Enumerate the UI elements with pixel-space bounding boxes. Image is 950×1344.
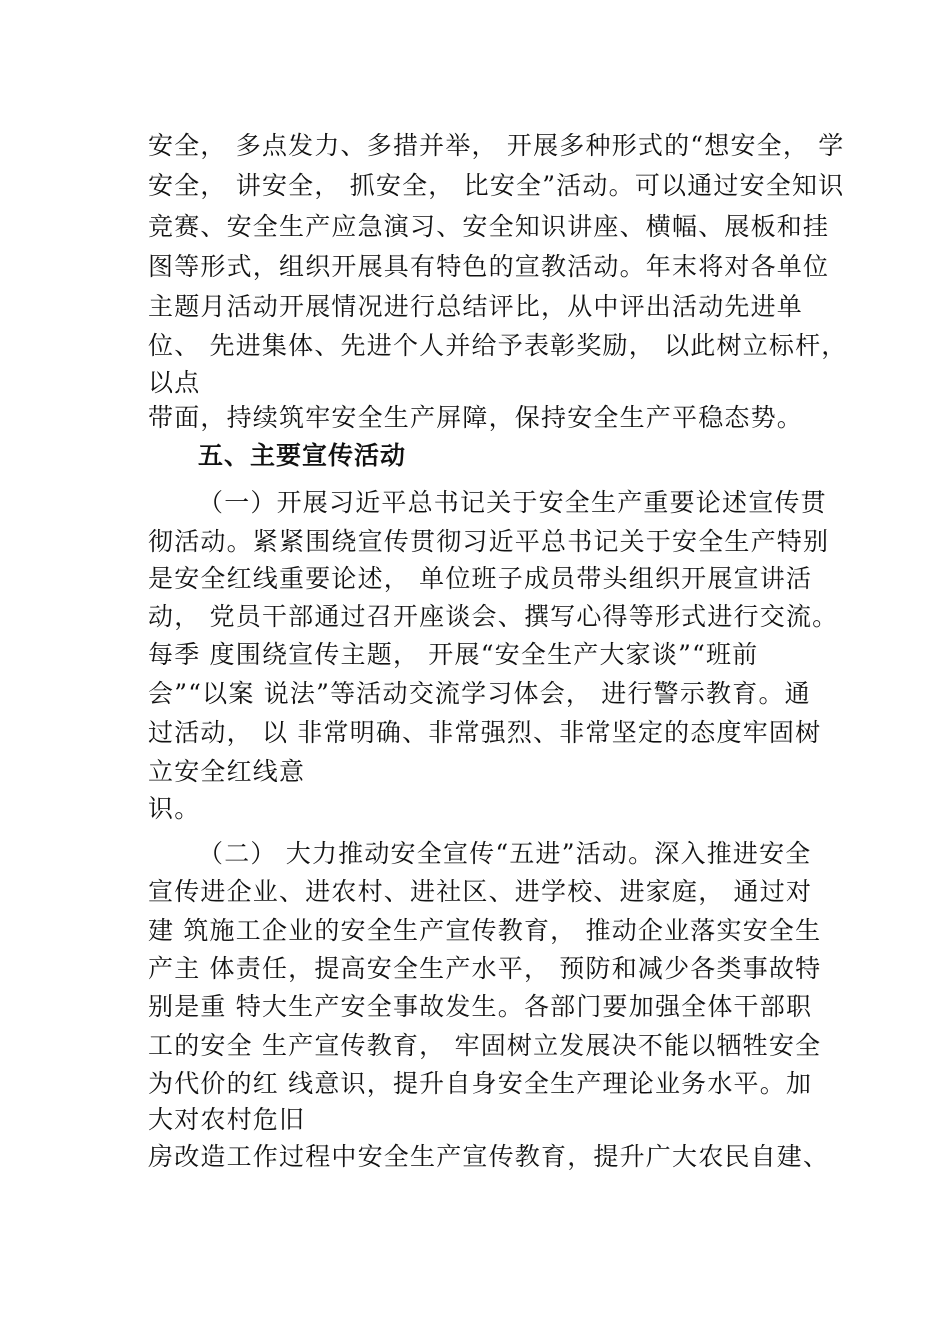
paragraph-line: 工的安全 生产宣传教育， 牢固树立发展决不能以牺牲安全 [148, 1031, 822, 1060]
paragraph-line: 图等形式，组织开展具有特色的宣教活动。年末将对各单位 [148, 252, 830, 281]
paragraph-line: 带面，持续筑牢安全生产屏障，保持安全生产平稳态势。 [148, 403, 804, 432]
paragraph-line: 安全， 讲安全， 抓安全， 比安全”活动。可以通过安全知识 [148, 171, 845, 200]
paragraph-line: 主题月活动开展情况进行总结评比，从中评出活动先进单 [148, 292, 804, 321]
paragraph-line: 安全， 多点发力、多措并举， 开展多种形式的“想安全， 学 [148, 131, 845, 160]
paragraph-line: 宣传进企业、进农村、进社区、进学校、进家庭， 通过对 [148, 877, 813, 906]
section-heading: 五、主要宣传活动 [198, 441, 407, 470]
paragraph-line: （一）开展习近平总书记关于安全生产重要论述宣传贯 [198, 488, 827, 517]
paragraph-line: 动， 党员干部通过召开座谈会、撰写心得等形式进行交流。 [148, 602, 839, 631]
paragraph-line: 产主 体责任，提高安全生产水平， 预防和减少各类事故特 [148, 954, 822, 983]
paragraph-line: 竞赛、安全生产应急演习、安全知识讲座、横幅、展板和挂 [148, 212, 830, 241]
paragraph-line: 为代价的红 线意识，提升自身安全生产理论业务水平。加 [148, 1069, 813, 1098]
paragraph-line: 别是重 特大生产安全事故发生。各部门要加强全体干部职 [148, 992, 813, 1021]
paragraph-line: 大对农村危旧 [148, 1105, 306, 1134]
paragraph-line: 会”“以案 说法”等活动交流学习体会， 进行警示教育。通 [148, 679, 811, 708]
paragraph-line: 以点 [148, 368, 201, 397]
paragraph-line: 识。 [148, 794, 201, 823]
paragraph-line: 过活动， 以 非常明确、非常强烈、非常坚定的态度牢固树 [148, 718, 822, 747]
paragraph-line: 位、 先进集体、先进个人并给予表彰奖励， 以此树立标杆， [148, 331, 848, 360]
paragraph-line: 建 筑施工企业的安全生产宣传教育， 推动企业落实安全生 [148, 916, 822, 945]
paragraph-line: 房改造工作过程中安全生产宣传教育，提升广大农民自建、 [148, 1142, 830, 1171]
paragraph-line: 每季 度围绕宣传主题， 开展“安全生产大家谈”“班前 [148, 640, 759, 669]
paragraph-line: 是安全红线重要论述， 单位班子成员带头组织开展宣讲活 [148, 564, 813, 593]
paragraph-line: 立安全红线意 [148, 757, 306, 786]
paragraph-line: 彻活动。紧紧围绕宣传贯彻习近平总书记关于安全生产特别 [148, 527, 830, 556]
paragraph-line: （二） 大力推动安全宣传“五进”活动。深入推进安全 [198, 839, 812, 868]
